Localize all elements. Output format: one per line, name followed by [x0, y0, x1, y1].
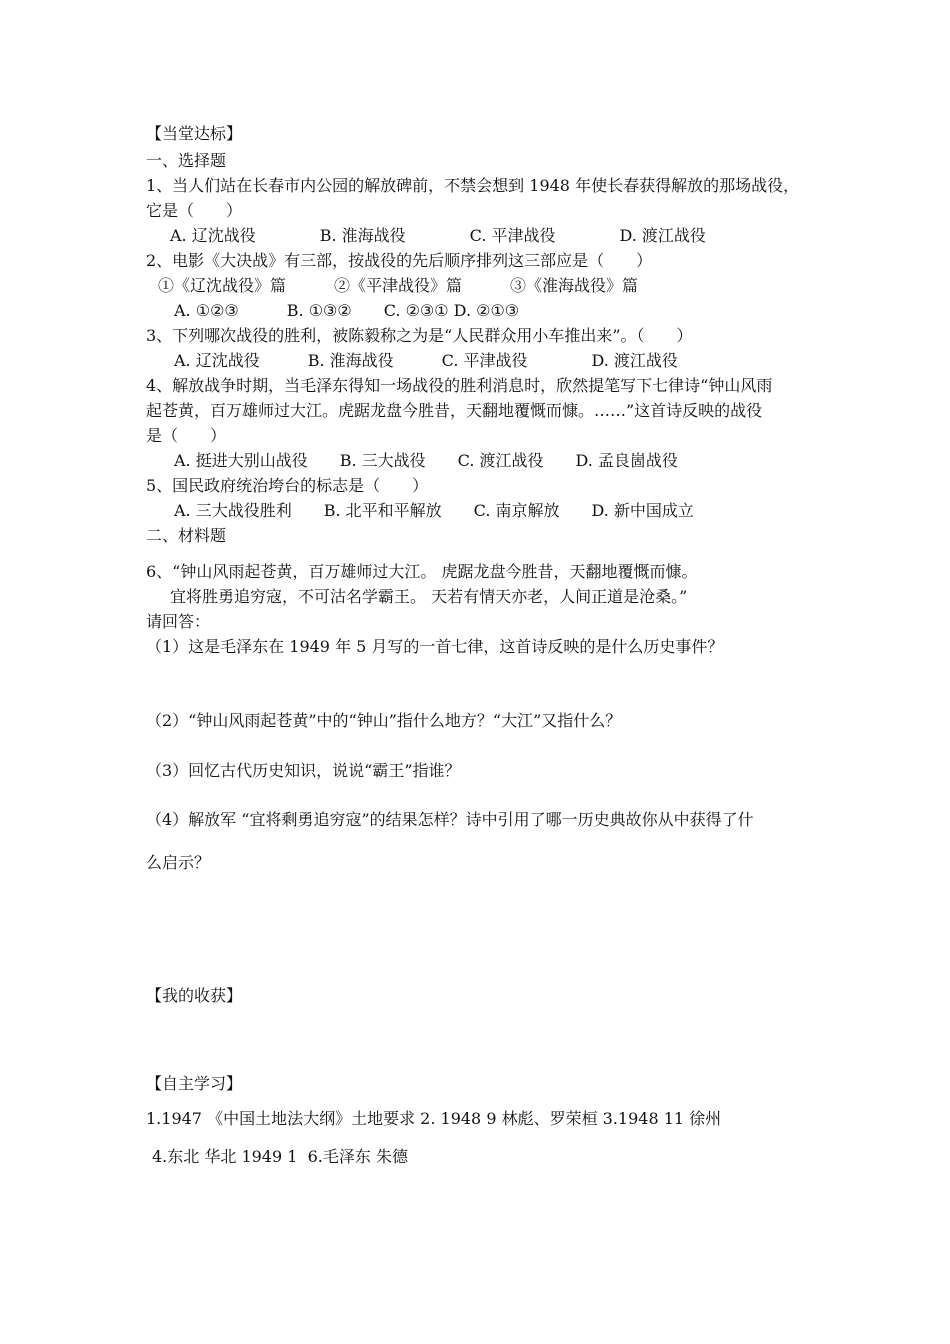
question-6-poem-line2: 宜将胜勇追穷寇，不可沽名学霸王。 天若有情天亦老，人间正道是沧桑。”	[170, 587, 688, 606]
question-6-prompt: 请回答：	[146, 612, 211, 631]
practice-heading: 【当堂达标】	[146, 124, 243, 143]
self-study-answers-line1: 1.1947 《中国土地法大纲》土地要求 2. 1948 9 林彪、罗荣桓 3.1948 11 徐州	[146, 1109, 722, 1128]
question-4-stem-cont: 起苍黄，百万雄师过大江。虎踞龙盘今胜昔，天翻地覆慨而慷。……”这首诗反映的战役	[146, 401, 763, 420]
question-4-options: A. 挺进大别山战役 B. 三大战役 C. 渡江战役 D. 孟良崮战役	[174, 451, 678, 470]
question-6-sub-4-cont: 么启示？	[146, 853, 211, 872]
question-6-sub-2: （2）“钟山风雨起苍黄”中的“钟山”指什么地方？“大江”又指什么？	[146, 711, 622, 730]
self-study-heading: 【自主学习】	[146, 1074, 243, 1093]
question-6-sub-3: （3）回忆古代历史知识，说说“霸王”指谁？	[146, 761, 461, 780]
question-2-parts: ①《辽沈战役》篇 ②《平津战役》篇 ③《淮海战役》篇	[158, 276, 639, 295]
question-6-sub-1: （1）这是毛泽东在 1949 年 5 月写的一首七律，这首诗反映的是什么历史事件？	[146, 637, 724, 656]
question-2-stem: 2、电影《大决战》有三部，按战役的先后顺序排列这三部应是（ ）	[146, 251, 653, 270]
question-5-stem: 5、国民政府统治垮台的标志是（ ）	[146, 476, 429, 495]
question-5-options: A. 三大战役胜利 B. 北平和平解放 C. 南京解放 D. 新中国成立	[174, 501, 694, 520]
harvest-heading: 【我的收获】	[146, 986, 243, 1005]
question-1-options: A. 辽沈战役 B. 淮海战役 C. 平津战役 D. 渡江战役	[170, 226, 706, 245]
question-1-stem: 1、当人们站在长春市内公园的解放碑前，不禁会想到 1948 年使长春获得解放的那场战役，	[146, 176, 800, 195]
section-material-title: 二、材料题	[146, 526, 227, 545]
question-3-options: A. 辽沈战役 B. 淮海战役 C. 平津战役 D. 渡江战役	[174, 351, 678, 370]
question-3-stem: 3、下列哪次战役的胜利，被陈毅称之为是“人民群众用小车推出来”。（ ）	[146, 326, 693, 345]
self-study-answers-line2: 4.东北 华北 1949 1 6.毛泽东 朱德	[152, 1147, 408, 1166]
question-1-stem-cont: 它是（ ）	[146, 201, 243, 220]
question-6-sub-4: （4）解放军 “宜将剩勇追穷寇”的结果怎样？诗中引用了哪一历史典故你从中获得了什	[146, 810, 754, 829]
question-6-poem-line1: 6、“钟山风雨起苍黄，百万雄师过大江。 虎踞龙盘今胜昔，天翻地覆慨而慷。	[146, 562, 698, 581]
section-choice-title: 一、选择题	[146, 151, 227, 170]
question-4-stem-end: 是（ ）	[146, 426, 227, 445]
question-4-stem: 4、解放战争时期，当毛泽东得知一场战役的胜利消息时，欣然提笔写下七律诗“钟山风雨	[146, 376, 773, 395]
question-2-options: A. ①②③ B. ①③② C. ②③① D. ②①③	[174, 301, 520, 320]
